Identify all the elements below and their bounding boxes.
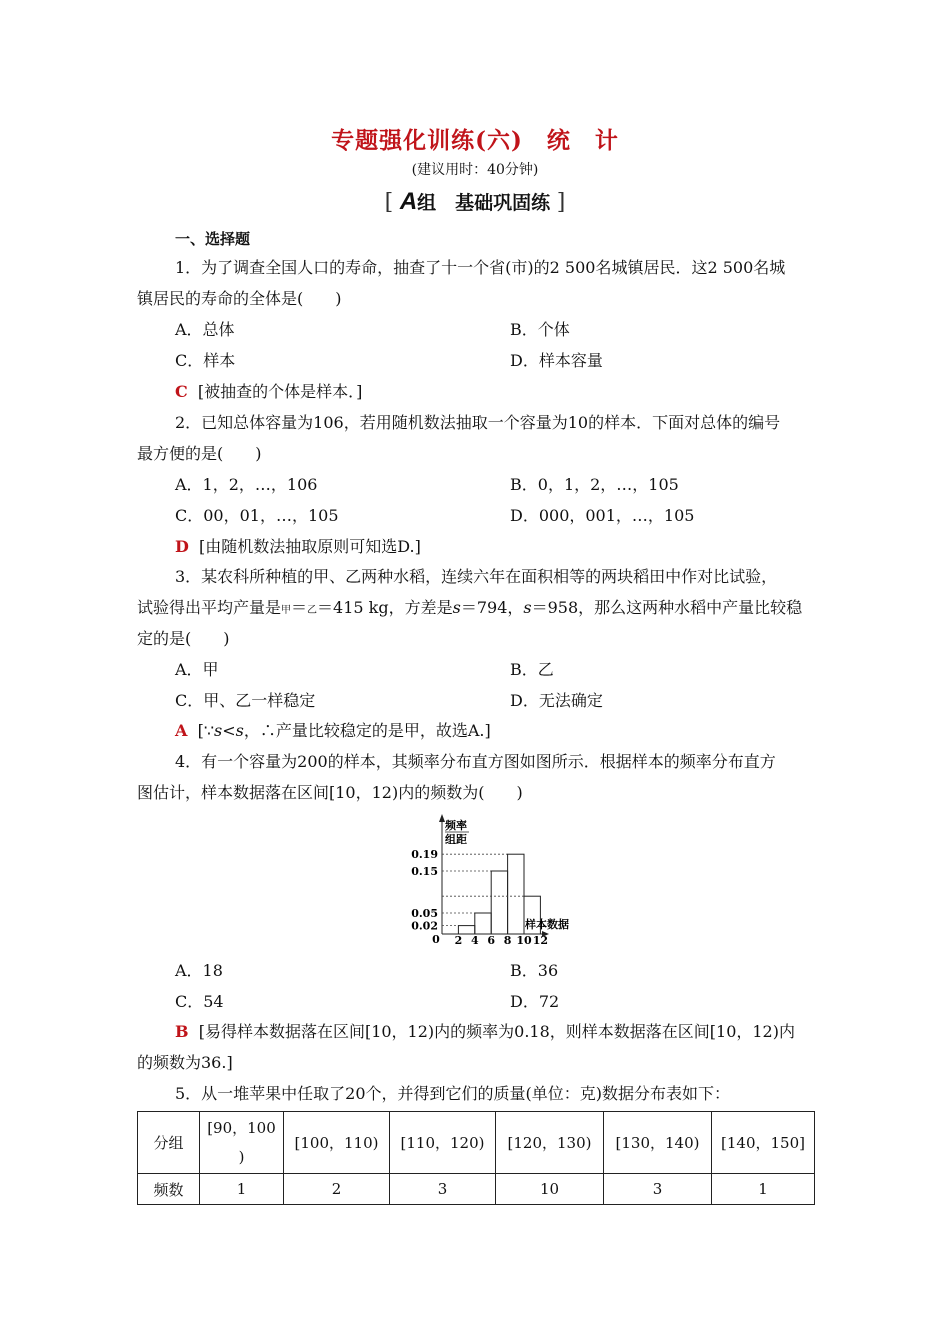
q1-option-d: D．样本容量 — [510, 351, 603, 370]
q2-option-b: B．0，1，2，…，105 — [510, 475, 679, 494]
table-cell: 2 — [284, 1174, 390, 1205]
frequency-table — [137, 1111, 815, 1205]
table-cell: [130，140) — [604, 1112, 712, 1174]
q1-option-c: C．样本 — [175, 351, 236, 370]
histogram-bar — [508, 854, 524, 934]
q1-stem-line2: 镇居民的寿命的全体是( ) — [137, 289, 342, 308]
bracket-right: ] — [556, 190, 566, 215]
x-tick-label: 6 — [487, 934, 496, 947]
q4-stem-line1: 4．有一个容量为200的样本，其频率分布直方图如图所示．根据样本的频率分布直方 — [175, 752, 776, 771]
histogram-bar — [458, 926, 474, 934]
section-heading: 一、选择题 — [175, 230, 251, 248]
q2-solution — [175, 534, 421, 557]
table-cell: [140，150] — [712, 1112, 815, 1174]
q2-option-a: A．1，2，…，106 — [175, 475, 318, 494]
table-cell: [90，100 ) — [200, 1112, 284, 1174]
origin-label: 0 — [432, 933, 440, 946]
page-title: 专题强化训练(六) 统 计 — [331, 127, 619, 154]
x-tick-label: 10 — [516, 934, 532, 947]
group-heading — [0, 188, 950, 216]
table-cell: 10 — [496, 1174, 604, 1205]
histogram-plot — [411, 814, 569, 947]
histogram-bar — [475, 913, 491, 934]
bracket-left: [ — [384, 190, 394, 215]
table-cell: 1 — [200, 1174, 284, 1205]
q4-option-b: B．36 — [510, 961, 559, 980]
q3-solution: A [∵s<s，∴产量比较稳定的是甲，故选A.] — [175, 721, 491, 740]
table-header-cell: 分组 — [138, 1112, 200, 1174]
table-cell: 3 — [604, 1174, 712, 1205]
table-row — [138, 1174, 815, 1205]
x-tick-label: 4 — [470, 934, 479, 947]
y-label-top: 频率 — [445, 819, 467, 832]
table-cell: [100，110) — [284, 1112, 390, 1174]
q5-stem: 5．从一堆苹果中任取了20个，并得到它们的质量(单位：克)数据分布表如下： — [175, 1084, 731, 1103]
q2-option-c: C．00，01，…，105 — [175, 506, 339, 525]
q3-option-a: A．甲 — [175, 660, 219, 679]
x-axis-label: 样本数据 — [525, 918, 569, 931]
sub-yi: 乙 — [307, 605, 318, 616]
table-row — [138, 1112, 815, 1174]
q1-option-b: B．个体 — [510, 320, 570, 339]
table-cell: [110，120) — [390, 1112, 496, 1174]
table-cell: 1 — [712, 1174, 815, 1205]
q1-option-a: A．总体 — [175, 320, 235, 339]
q3-stem-line2: 试验得出平均产量是甲＝乙＝415 kg，方差是s＝794，s＝958，那么这两种水稻中产量比较稳 — [137, 598, 803, 617]
y-tick-label: 0.19 — [411, 848, 438, 862]
q3-stem-line3: 定的是( ) — [137, 629, 230, 648]
histogram-chart — [405, 812, 585, 950]
q3-option-c: C．甲、乙一样稳定 — [175, 691, 316, 710]
q2-option-d: D．000，001，…，105 — [510, 506, 695, 525]
q3-answer: A — [175, 721, 188, 740]
q4-stem-line2: 图估计，样本数据落在区间[10，12)内的频数为( ) — [137, 783, 523, 802]
group-letter: A — [399, 188, 418, 215]
table-cell: [120，130) — [496, 1112, 604, 1174]
q3-stem-line1: 3．某农科所种植的甲、乙两种水稻，连续六年在面积相等的两块稻田中作对比试验， — [175, 567, 778, 586]
q2-explanation: [由随机数法抽取原则可知选D.] — [199, 537, 421, 556]
x-tick-label: 8 — [503, 934, 512, 947]
sub-jia: 甲 — [281, 605, 292, 616]
table-header-cell: 频数 — [138, 1174, 200, 1205]
q4-option-c: C．54 — [175, 992, 224, 1011]
q1-stem-line1: 1．为了调查全国人口的寿命，抽查了十一个省(市)的2 500名城镇居民．这2 500名城 — [175, 258, 786, 277]
table-cell: 3 — [390, 1174, 496, 1205]
q1-answer: C — [175, 382, 188, 401]
histogram-bar — [491, 871, 507, 934]
y-tick-label: 0.02 — [411, 919, 438, 933]
q4-solution-line2: 的频数为36.] — [137, 1053, 233, 1072]
q1-explanation: [被抽查的个体是样本．] — [197, 382, 363, 401]
q1-solution — [175, 379, 362, 402]
suggested-time: (建议用时：40分钟) — [411, 162, 539, 178]
q3-option-b: B．乙 — [510, 660, 554, 679]
q3-option-d: D．无法确定 — [510, 691, 603, 710]
q2-answer: D — [175, 537, 189, 556]
q2-stem-line2: 最方便的是( ) — [137, 444, 262, 463]
q4-option-d: D．72 — [510, 992, 560, 1011]
y-tick-label: 0.15 — [411, 865, 438, 878]
q4-answer: B — [175, 1022, 189, 1041]
q4-solution-line1 — [175, 1019, 795, 1042]
y-label-bottom: 组距 — [445, 833, 467, 846]
group-text: 组 基础巩固练 — [417, 192, 551, 214]
q4-explanation: [易得样本数据落在区间[10，12)内的频率为0.18，则样本数据落在区间[10，12)内 — [198, 1022, 795, 1041]
q4-option-a: A．18 — [175, 961, 223, 980]
y-tick-label: 0.05 — [411, 907, 438, 920]
x-tick-label: 2 — [454, 934, 463, 947]
q2-stem-line1: 2．已知总体容量为106，若用随机数法抽取一个容量为10的样本．下面对总体的编号 — [175, 413, 781, 432]
x-tick-label: 12 — [532, 934, 549, 947]
